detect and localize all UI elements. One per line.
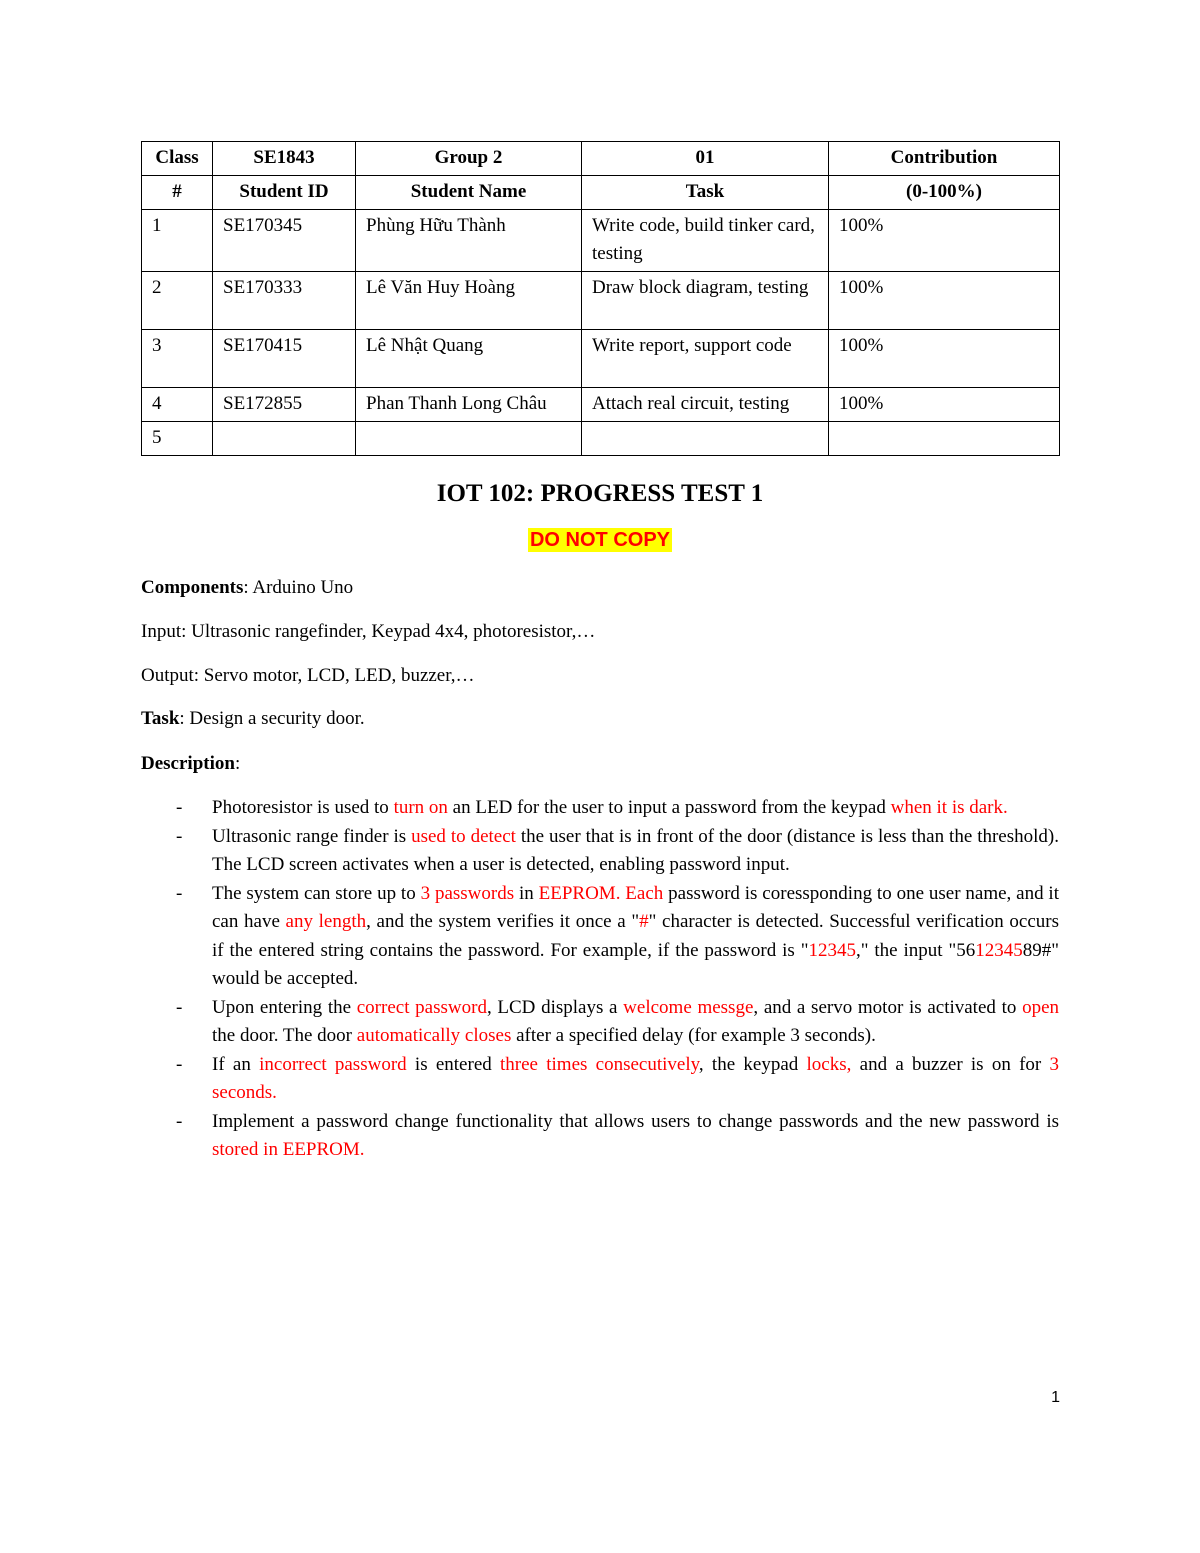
student-name <box>356 422 582 456</box>
student-id: SE170415 <box>213 330 356 388</box>
emphasis-text: three times consecutively <box>500 1053 699 1075</box>
body-text: , LCD displays a <box>486 996 624 1018</box>
task-line <box>141 705 1059 733</box>
body-text: " character is detected. Successful verification occurs if the entered string contains the password. For example, if the password is " <box>212 911 1060 961</box>
group-info-table <box>141 141 1060 456</box>
emphasis-text: automatically closes <box>356 1025 512 1046</box>
emphasis-text: when it is dark. <box>890 797 1008 818</box>
student-id: SE172855 <box>213 388 356 422</box>
task-value: : Design a security door. <box>179 708 365 729</box>
row-number: 3 <box>142 330 213 388</box>
do-not-copy-warning: DO NOT COPY <box>529 529 670 551</box>
table-row <box>142 210 1060 272</box>
student-task: Write code, build tinker card, testing <box>582 210 829 272</box>
body-text: ," the input "56 <box>855 939 976 961</box>
emphasis-text: 12345 <box>975 939 1023 961</box>
header-cell: SE1843 <box>213 142 356 176</box>
components-label: Components <box>141 577 244 598</box>
student-task <box>582 422 829 456</box>
table-row <box>142 388 1060 422</box>
output-line: Output: Servo motor, LCD, LED, buzzer,… <box>141 665 475 686</box>
bullet-dash: - <box>176 1110 183 1132</box>
description-line <box>141 750 1059 778</box>
description-item <box>141 823 1059 880</box>
header-cell: # <box>142 176 213 210</box>
body-text: in <box>514 882 539 904</box>
header-cell: 01 <box>582 142 829 176</box>
body-text: an LED for the user to input a password from the keypad <box>447 797 891 818</box>
table-row <box>142 422 1060 456</box>
components-line <box>141 574 1059 602</box>
student-name: Lê Văn Huy Hoàng <box>356 272 582 330</box>
bullet-dash: - <box>176 1053 183 1075</box>
header-cell: Task <box>582 176 829 210</box>
row-number: 4 <box>142 388 213 422</box>
student-name: Lê Nhật Quang <box>356 330 582 388</box>
student-contribution: 100% <box>829 272 1060 330</box>
description-label: Description <box>141 753 235 774</box>
bullet-dash: - <box>176 996 183 1018</box>
row-number: 5 <box>142 422 213 456</box>
bullet-dash: - <box>176 825 183 847</box>
body-text: and a buzzer is on for <box>851 1053 1050 1075</box>
emphasis-text: any length <box>285 911 367 932</box>
table-row <box>142 272 1060 330</box>
body-text: The system can store up to <box>212 882 421 904</box>
student-task: Write report, support code <box>582 330 829 388</box>
emphasis-text: used to detect <box>411 825 516 847</box>
emphasis-text: open <box>1022 996 1059 1018</box>
body-text: password is coressponding to one user name, and it can have <box>212 882 1059 932</box>
description-item <box>141 1108 1059 1165</box>
student-contribution: 100% <box>829 388 1060 422</box>
student-id: SE170333 <box>213 272 356 330</box>
student-id: SE170345 <box>213 210 356 272</box>
body-text: Photoresistor is used to <box>212 797 394 818</box>
student-name: Phan Thanh Long Châu <box>356 388 582 422</box>
table-header-row <box>142 142 1060 176</box>
body-text: If an <box>212 1053 260 1075</box>
body-text: Implement a password change functionality that allows users to change passwords and the new password is <box>212 1110 1059 1132</box>
body-text: the door. The door <box>212 1025 357 1046</box>
body-text: , the keypad <box>698 1053 807 1075</box>
description-suffix: : <box>234 753 241 774</box>
emphasis-text: EEPROM. Each <box>538 882 664 904</box>
header-cell: Group 2 <box>356 142 582 176</box>
student-task: Draw block diagram, testing <box>582 272 829 330</box>
bullet-dash: - <box>176 882 183 904</box>
table-header-row <box>142 176 1060 210</box>
bullet-dash: - <box>176 797 183 818</box>
header-cell: Student ID <box>213 176 356 210</box>
emphasis-text: stored in EEPROM. <box>212 1139 365 1160</box>
components-value: : Arduino Uno <box>243 577 354 598</box>
description-list <box>141 794 1059 1165</box>
emphasis-text: 3 seconds. <box>212 1053 1060 1103</box>
student-name: Phùng Hữu Thành <box>356 210 582 272</box>
emphasis-text: correct password <box>356 996 487 1018</box>
emphasis-text: 3 passwords <box>420 882 515 904</box>
row-number: 1 <box>142 210 213 272</box>
task-label: Task <box>141 708 180 729</box>
description-item <box>141 794 1059 823</box>
student-task: Attach real circuit, testing <box>582 388 829 422</box>
emphasis-text: turn on <box>393 797 448 818</box>
student-contribution: 100% <box>829 210 1060 272</box>
input-line: Input: Ultrasonic rangefinder, Keypad 4x4, photoresistor,… <box>141 621 596 642</box>
emphasis-text: locks, <box>806 1053 852 1075</box>
body-text: is entered <box>406 1053 501 1075</box>
body-text: Upon entering the <box>212 996 357 1018</box>
body-text: 89#" would be accepted. <box>212 939 1059 989</box>
body-text: the user that is in front of the door (distance is less than the threshold). The LCD screen activates when a user is detected, enabling password input. <box>212 825 1059 875</box>
body-text: , and a servo motor is activated to <box>753 996 1023 1018</box>
warning-container <box>0 529 1200 552</box>
emphasis-text: welcome messge <box>623 996 754 1018</box>
body-text: after a specified delay (for example 3 seconds). <box>511 1025 876 1046</box>
student-contribution: 100% <box>829 330 1060 388</box>
body-text: Ultrasonic range finder is <box>212 825 412 847</box>
description-item <box>141 880 1059 994</box>
table-row <box>142 330 1060 388</box>
header-cell: (0-100%) <box>829 176 1060 210</box>
description-item <box>141 994 1059 1051</box>
emphasis-text: # <box>639 911 649 932</box>
body-text: , and the system verifies it once a " <box>366 911 640 932</box>
student-contribution <box>829 422 1060 456</box>
emphasis-text: 12345 <box>808 939 856 961</box>
header-cell: Contribution <box>829 142 1060 176</box>
header-cell: Class <box>142 142 213 176</box>
student-id <box>213 422 356 456</box>
page-number: 1 <box>1051 1389 1060 1406</box>
description-item <box>141 1051 1059 1108</box>
header-cell: Student Name <box>356 176 582 210</box>
page-title: IOT 102: PROGRESS TEST 1 <box>436 480 764 507</box>
emphasis-text: incorrect password <box>259 1053 407 1075</box>
row-number: 2 <box>142 272 213 330</box>
